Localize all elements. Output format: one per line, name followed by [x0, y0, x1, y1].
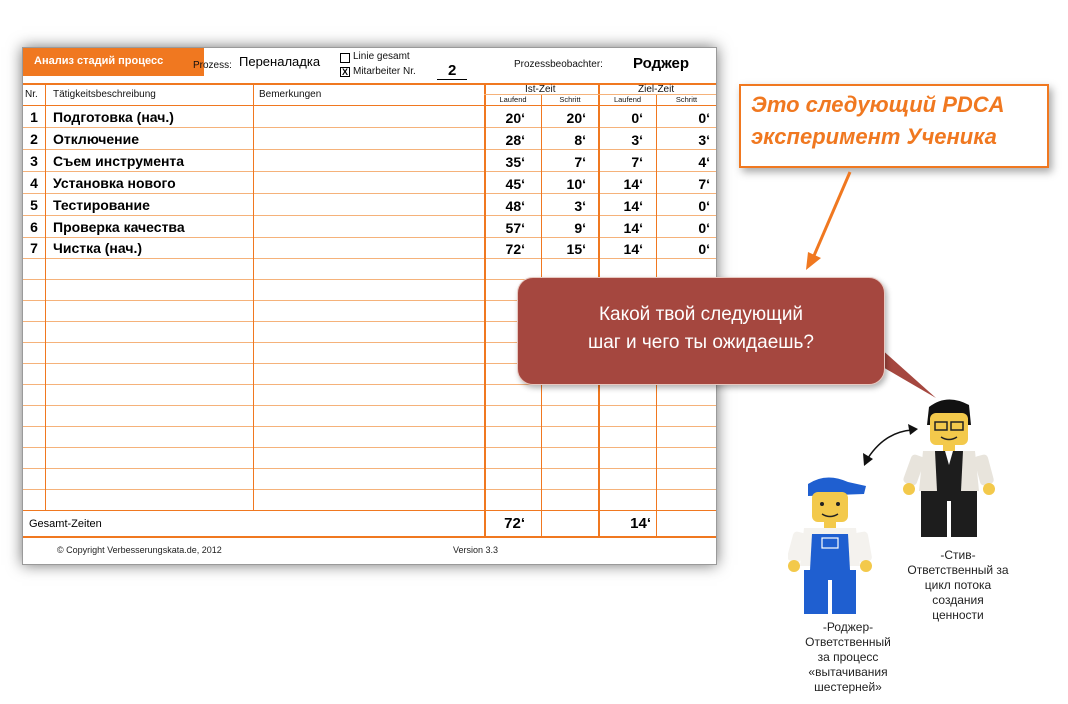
- row-ist-laufend: 48‘: [505, 198, 525, 214]
- row-ziel-schritt: 0‘: [698, 198, 710, 214]
- prozess-label: Prozess:: [193, 60, 232, 71]
- row-ziel-schritt: 3‘: [698, 132, 710, 148]
- steve-caption-line: -Стив-: [940, 548, 976, 562]
- steve-figure-icon: [895, 395, 1005, 545]
- row-number: 1: [30, 109, 38, 125]
- row-task: Проверка качества: [53, 219, 185, 235]
- total-ziel: 14‘: [630, 515, 651, 532]
- mitarbeiter-checkbox[interactable]: X: [341, 67, 348, 77]
- steve-caption: [888, 548, 1028, 623]
- row-ziel-laufend: 7‘: [631, 154, 643, 170]
- row-number: 4: [30, 175, 38, 191]
- row-task: Подготовка (нач.): [53, 109, 174, 125]
- row-ist-schritt: 3‘: [574, 198, 586, 214]
- col-ziel-laufend: Laufend: [613, 95, 642, 104]
- row-ziel-laufend: 3‘: [631, 132, 643, 148]
- sheet-title: Анализ стадий процесс: [23, 48, 204, 76]
- row-task: Тестирование: [53, 197, 150, 213]
- row-number: 7: [30, 240, 38, 256]
- steve-caption-line: Ответственный за: [907, 563, 1009, 577]
- row-task: Съем инструмента: [53, 153, 185, 169]
- roger-caption-line: -Роджер-: [822, 620, 874, 634]
- row-ziel-laufend: 14‘: [623, 176, 643, 192]
- col-ziel-schritt: Schritt: [675, 95, 698, 104]
- linie-label: Linie gesamt: [353, 51, 410, 62]
- row-ziel-laufend: 14‘: [623, 220, 643, 236]
- beobachter-label: Prozessbeobachter:: [514, 59, 603, 70]
- row-task: Отключение: [53, 131, 140, 147]
- row-number: 2: [30, 131, 38, 147]
- beobachter-value: Роджер: [633, 55, 690, 72]
- steve-caption-line: цикл потока: [924, 578, 992, 592]
- row-ist-schritt: 10‘: [566, 176, 586, 192]
- roger-figure-icon: [788, 470, 888, 620]
- row-ist-schritt: 15‘: [566, 241, 586, 257]
- row-task: Чистка (нач.): [53, 240, 143, 256]
- row-ist-laufend: 72‘: [505, 241, 525, 257]
- roger-caption-line: «вытачивания: [808, 665, 888, 679]
- row-ziel-laufend: 0‘: [631, 110, 643, 126]
- steve-caption-line: ценности: [932, 608, 984, 622]
- callout-line-2: эксперимент Ученика: [751, 124, 997, 149]
- row-ziel-schritt: 0‘: [698, 241, 710, 257]
- row-ist-schritt: 9‘: [574, 220, 586, 236]
- callout-arrow-icon: [806, 172, 850, 270]
- col-remarks: Bemerkungen: [259, 89, 322, 100]
- row-number: 3: [30, 153, 38, 169]
- question-bubble: [517, 277, 885, 385]
- row-task: Установка нового: [53, 175, 176, 191]
- row-ziel-schritt: 4‘: [698, 154, 710, 170]
- bubble-line-2: шаг и чего ты ожидаешь?: [588, 332, 814, 353]
- steve-caption-line: создания: [932, 593, 984, 607]
- roger-caption: [778, 620, 918, 695]
- row-ist-schritt: 20‘: [566, 110, 586, 126]
- col-task: Tätigkeitsbeschreibung: [53, 89, 156, 100]
- col-ist-laufend: Laufend: [499, 95, 527, 104]
- col-ziel: Ziel-Zeit: [638, 84, 675, 95]
- callout-line-1: Это следующий PDCA: [751, 92, 1005, 117]
- mitarbeiter-label: Mitarbeiter Nr.: [353, 66, 416, 77]
- row-ziel-laufend: 14‘: [623, 241, 643, 257]
- col-ist-schritt: Schritt: [559, 95, 581, 104]
- row-ist-laufend: 35‘: [505, 154, 525, 170]
- bubble-line-1: Какой твой следующий: [598, 304, 804, 325]
- prozess-value: Переналадка: [239, 54, 321, 69]
- row-ziel-schritt: 0‘: [698, 220, 710, 236]
- row-ist-schritt: 8‘: [574, 132, 586, 148]
- row-ist-laufend: 45‘: [505, 176, 525, 192]
- col-ist: Ist-Zeit: [525, 84, 556, 95]
- totals-label: Gesamt-Zeiten: [29, 518, 102, 530]
- row-ziel-laufend: 14‘: [623, 198, 643, 214]
- roger-caption-line: за процесс: [817, 650, 879, 664]
- copyright: © Copyright Verbesserungskata.de, 2012: [57, 545, 222, 555]
- row-number: 5: [30, 197, 38, 213]
- row-ist-schritt: 7‘: [574, 154, 586, 170]
- total-ist: 72‘: [504, 515, 525, 532]
- row-ist-laufend: 57‘: [505, 220, 525, 236]
- col-nr: Nr.: [25, 89, 38, 100]
- roger-caption-line: Ответственный: [805, 635, 891, 649]
- row-number: 6: [30, 219, 38, 235]
- roger-caption-line: шестерней»: [814, 680, 882, 694]
- row-ziel-schritt: 0‘: [698, 110, 710, 126]
- row-ziel-schritt: 7‘: [698, 176, 710, 192]
- row-ist-laufend: 28‘: [505, 132, 525, 148]
- row-ist-laufend: 20‘: [505, 110, 525, 126]
- version: Version 3.3: [453, 545, 499, 555]
- mitarbeiter-value: 2: [448, 62, 457, 79]
